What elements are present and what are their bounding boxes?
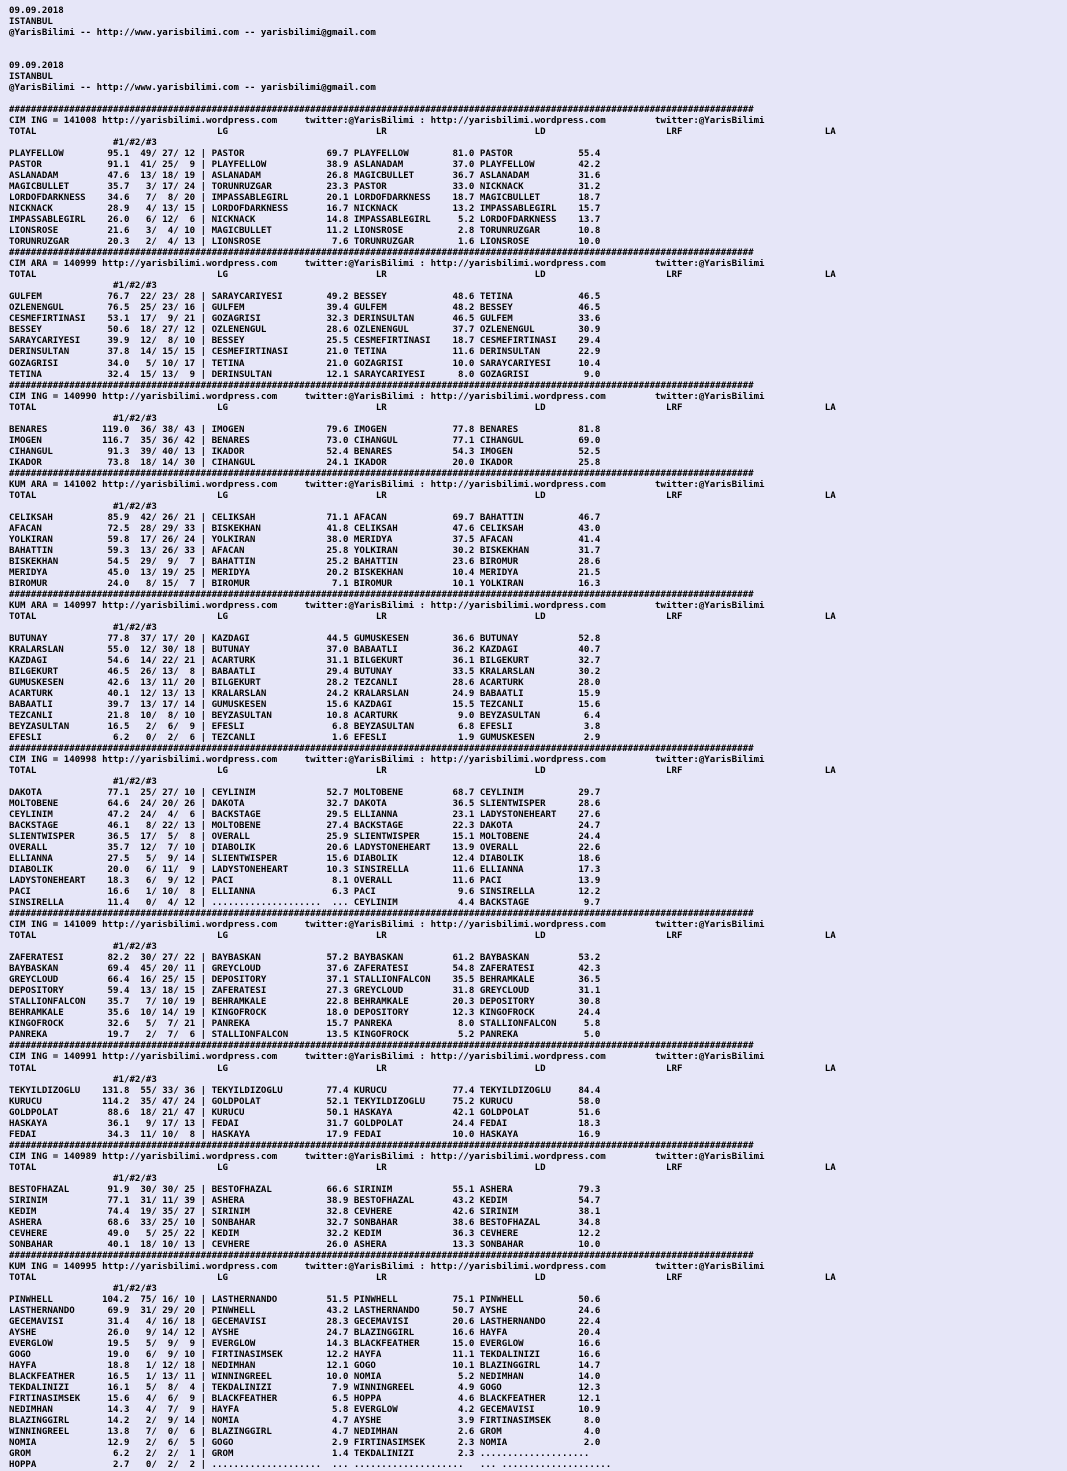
result-row: GOLDPOLAT 88.6 18/ 21/ 47 | KURUCU 50.1 HASKAYA 42.1 GOLDPOLAT 51.6 [9, 1107, 601, 1118]
result-row: KEDIM 74.4 19/ 35/ 27 | SIRINIM 32.8 CEVHERE 42.6 SIRINIM 38.1 [9, 1206, 601, 1217]
placing-header: #1/#2/#3 [9, 413, 157, 424]
result-row: GULFEM 76.7 22/ 23/ 28 | SARAYCARIYESI 49.2 BESSEY 48.6 TETINA 46.5 [9, 292, 601, 303]
placing-header: #1/#2/#3 [9, 501, 157, 512]
section-separator: ######################################################################################################################################## [9, 248, 754, 259]
section-separator: ######################################################################################################################################## [9, 105, 754, 116]
result-row: PINWHELL 104.2 75/ 16/ 10 | LASTHERNANDO 51.5 PINWHELL 75.1 PINWHELL 50.6 [9, 1294, 601, 1305]
result-row: GOZAGRISI 34.0 5/ 10/ 17 | TETINA 21.0 GOZAGRISI 10.0 SARAYCARIYESI 10.4 [9, 358, 601, 369]
race-title: CIM ING = 141009 http://yarisbilimi.wordpress.com twitter:@YarisBilimi : http://yarisbilimi.wordpress.com twitter:@YarisBilimi [9, 920, 765, 931]
result-row: SLIENTWISPER 36.5 17/ 5/ 8 | OVERALL 25.9 SLIENTWISPER 15.1 MOLTOBENE 24.4 [9, 832, 601, 843]
result-row: DAKOTA 77.1 25/ 27/ 10 | CEYLINIM 52.7 MOLTOBENE 68.7 CEYLINIM 29.7 [9, 788, 601, 799]
result-row: KAZDAGI 54.6 14/ 22/ 21 | ACARTURK 31.1 BILGEKURT 36.1 BILGEKURT 32.7 [9, 655, 601, 666]
result-row: MOLTOBENE 64.6 24/ 20/ 26 | DAKOTA 32.7 DAKOTA 36.5 SLIENTWISPER 28.6 [9, 799, 601, 810]
result-row: EVERGLOW 19.5 5/ 9/ 9 | EVERGLOW 14.3 BLACKFEATHER 15.0 EVERGLOW 16.6 [9, 1338, 601, 1349]
result-row: OZLENENGUL 76.5 25/ 23/ 16 | GULFEM 39.4 GULFEM 48.2 BESSEY 46.5 [9, 303, 601, 314]
header-line: 09.09.2018 [9, 6, 64, 16]
result-row: CESMEFIRTINASI 53.1 17/ 9/ 21 | GOZAGRISI 32.3 DERINSULTAN 46.5 GULFEM 33.6 [9, 314, 601, 325]
result-row: BISKEKHAN 54.5 29/ 9/ 7 | BAHATTIN 25.2 BAHATTIN 23.6 BIROMUR 28.6 [9, 556, 601, 567]
race-title: CIM ING = 141008 http://yarisbilimi.wordpress.com twitter:@YarisBilimi : http://yarisbilimi.wordpress.com twitter:@YarisBilimi [9, 116, 765, 127]
result-row: STALLIONFALCON 35.7 7/ 10/ 19 | BEHRAMKALE 22.8 BEHRAMKALE 20.3 DEPOSITORY 30.8 [9, 997, 601, 1008]
section-separator: ######################################################################################################################################## [9, 909, 754, 920]
result-row: BUTUNAY 77.8 37/ 17/ 20 | KAZDAGI 44.5 GUMUSKESEN 36.6 BUTUNAY 52.8 [9, 633, 601, 644]
result-row: IMOGEN 116.7 35/ 36/ 42 | BENARES 73.0 CIHANGUL 77.1 CIHANGUL 69.0 [9, 435, 601, 446]
result-row: IKADOR 73.8 18/ 14/ 30 | CIHANGUL 24.1 IKADOR 20.0 IKADOR 25.8 [9, 457, 601, 468]
race-title: KUM ARA = 141002 http://yarisbilimi.wordpress.com twitter:@YarisBilimi : http://yarisbilimi.wordpress.com twitter:@YarisBilimi [9, 479, 765, 490]
column-header: TOTAL LG LR LD LRF LA [9, 1162, 836, 1173]
column-header: TOTAL LG LR LD LRF LA [9, 1272, 836, 1283]
header-line: ISTANBUL [9, 72, 53, 83]
column-header: TOTAL LG LR LD LRF LA [9, 1063, 836, 1074]
result-row: ASLANADAM 47.6 13/ 18/ 19 | ASLANADAM 26.8 MAGICBULLET 36.7 ASLANADAM 31.6 [9, 171, 601, 182]
race-title: CIM ING = 140989 http://yarisbilimi.wordpress.com twitter:@YarisBilimi : http://yarisbilimi.wordpress.com twitter:@YarisBilimi [9, 1151, 765, 1162]
result-row: LASTHERNANDO 69.9 31/ 29/ 20 | PINWHELL 43.2 LASTHERNANDO 50.7 AYSHE 24.6 [9, 1305, 601, 1316]
result-row: EFESLI 6.2 0/ 2/ 6 | TEZCANLI 1.6 EFESLI 1.9 GUMUSKESEN 2.9 [9, 733, 601, 744]
section-separator: ######################################################################################################################################## [9, 468, 754, 479]
race-title: CIM ING = 140998 http://yarisbilimi.wordpress.com twitter:@YarisBilimi : http://yarisbilimi.wordpress.com twitter:@YarisBilimi [9, 755, 765, 766]
result-row: KRALARSLAN 55.0 12/ 30/ 18 | BUTUNAY 37.0 BABAATLI 36.2 KAZDAGI 40.7 [9, 644, 601, 655]
result-row: BIROMUR 24.0 8/ 15/ 7 | BIROMUR 7.1 BIROMUR 10.1 YOLKIRAN 16.3 [9, 578, 601, 589]
column-header: TOTAL LG LR LD LRF LA [9, 766, 836, 777]
result-row: GROM 6.2 2/ 2/ 1 | GROM 1.4 TEKDALINIZI 2.3 .................... [9, 1449, 590, 1460]
result-row: IMPASSABLEGIRL 26.0 6/ 12/ 6 | NICKNACK 14.8 IMPASSABLEGIRL 5.2 LORDOFDARKNESS 13.7 [9, 215, 601, 226]
result-row: TEKYILDIZOGLU 131.8 55/ 33/ 36 | TEKYILDIZOGLU 77.4 KURUCU 77.4 TEKYILDIZOGLU 84.4 [9, 1085, 601, 1096]
result-row: GUMUSKESEN 42.6 13/ 11/ 20 | BILGEKURT 28.2 TEZCANLI 28.6 ACARTURK 28.0 [9, 677, 601, 688]
placing-header: #1/#2/#3 [9, 1283, 157, 1294]
result-row: TORUNRUZGAR 20.3 2/ 4/ 13 | LIONSROSE 7.6 TORUNRUZGAR 1.6 LIONSROSE 10.0 [9, 237, 601, 248]
placing-header: #1/#2/#3 [9, 1074, 157, 1085]
race-block [9, 1141, 1067, 1251]
document-header [9, 6, 1067, 105]
result-row: SONBAHAR 40.1 18/ 10/ 13 | CEVHERE 26.0 ASHERA 13.3 SONBAHAR 10.0 [9, 1239, 601, 1250]
result-row: FEDAI 34.3 11/ 10/ 8 | HASKAYA 17.9 FEDAI 10.0 HASKAYA 16.9 [9, 1129, 601, 1140]
result-row: KURUCU 114.2 35/ 47/ 24 | GOLDPOLAT 52.1 TEKYILDIZOGLU 75.2 KURUCU 58.0 [9, 1096, 601, 1107]
race-title: CIM ING = 140991 http://yarisbilimi.wordpress.com twitter:@YarisBilimi : http://yarisbilimi.wordpress.com twitter:@YarisBilimi [9, 1052, 765, 1063]
result-row: AFACAN 72.5 28/ 29/ 33 | BISKEKHAN 41.8 CELIKSAH 47.6 CELIKSAH 43.0 [9, 523, 601, 534]
placing-header: #1/#2/#3 [9, 777, 157, 788]
column-header: TOTAL LG LR LD LRF LA [9, 127, 836, 138]
result-row: BENARES 119.0 36/ 38/ 43 | IMOGEN 79.6 IMOGEN 77.8 BENARES 81.8 [9, 424, 601, 435]
column-header: TOTAL LG LR LD LRF LA [9, 931, 836, 942]
result-row: HASKAYA 36.1 9/ 17/ 13 | FEDAI 31.7 GOLDPOLAT 24.4 FEDAI 18.3 [9, 1118, 601, 1129]
column-header: TOTAL LG LR LD LRF LA [9, 490, 836, 501]
race-block [9, 1041, 1067, 1140]
result-row: AYSHE 26.0 9/ 14/ 12 | AYSHE 24.7 BLAZINGGIRL 16.6 HAYFA 20.4 [9, 1327, 601, 1338]
result-row: ACARTURK 40.1 12/ 13/ 13 | KRALARSLAN 24.2 KRALARSLAN 24.9 BABAATLI 15.9 [9, 688, 601, 699]
result-row: HOPPA 2.7 0/ 2/ 2 | .................... ... .................... ... .................... [9, 1460, 612, 1471]
result-row: TEZCANLI 21.8 10/ 8/ 10 | BEYZASULTAN 10.8 ACARTURK 9.0 BEYZASULTAN 6.4 [9, 711, 601, 721]
race-block [9, 744, 1067, 909]
result-row: CEYLINIM 47.2 24/ 4/ 6 | BACKSTAGE 29.5 ELLIANNA 23.1 LADYSTONEHEART 27.6 [9, 810, 601, 821]
result-row: NEDIMHAN 14.3 4/ 7/ 9 | HAYFA 5.8 EVERGLOW 4.2 GECEMAVISI 10.9 [9, 1404, 601, 1415]
placing-header: #1/#2/#3 [9, 281, 157, 292]
section-separator: ######################################################################################################################################## [9, 1140, 754, 1151]
result-row: GECEMAVISI 31.4 4/ 16/ 18 | GECEMAVISI 28.3 GECEMAVISI 20.6 LASTHERNANDO 22.4 [9, 1316, 601, 1327]
placing-header: #1/#2/#3 [9, 138, 157, 149]
result-row: PLAYFELLOW 95.1 49/ 27/ 12 | PASTOR 69.7 PLAYFELLOW 81.0 PASTOR 55.4 [9, 149, 601, 160]
result-row: BILGEKURT 46.5 26/ 13/ 8 | BABAATLI 29.4 BUTUNAY 33.5 KRALARSLAN 30.2 [9, 666, 601, 677]
result-row: GOGO 19.0 6/ 9/ 10 | FIRTINASIMSEK 12.2 HAYFA 11.1 TEKDALINIZI 16.6 [9, 1349, 601, 1360]
result-row: MERIDYA 45.0 13/ 19/ 25 | MERIDYA 20.2 BISKEKHAN 10.4 MERIDYA 21.5 [9, 567, 601, 578]
result-row: BEHRAMKALE 35.6 10/ 14/ 19 | KINGOFROCK 18.0 DEPOSITORY 12.3 KINGOFROCK 24.4 [9, 1008, 601, 1019]
result-row: DIABOLIK 20.0 6/ 11/ 9 | LADYSTONEHEART 10.3 SINSIRELLA 11.6 ELLIANNA 17.3 [9, 865, 601, 876]
result-row: BLAZINGGIRL 14.2 2/ 9/ 14 | NOMIA 4.7 AYSHE 3.9 FIRTINASIMSEK 8.0 [9, 1416, 601, 1426]
result-row: LORDOFDARKNESS 34.6 7/ 8/ 20 | IMPASSABLEGIRL 20.1 LORDOFDARKNESS 18.7 MAGICBULLET 18.7 [9, 193, 601, 204]
result-row: SINSIRELLA 11.4 0/ 4/ 12 | .................... ... CEYLINIM 4.4 BACKSTAGE 9.7 [9, 898, 601, 909]
result-row: BAHATTIN 59.3 13/ 26/ 33 | AFACAN 25.8 YOLKIRAN 30.2 BISKEKHAN 31.7 [9, 545, 601, 556]
result-row: DERINSULTAN 37.8 14/ 15/ 15 | CESMEFIRTINASI 21.0 TETINA 11.6 DERINSULTAN 22.9 [9, 347, 601, 358]
result-row: NICKNACK 28.9 4/ 13/ 15 | LORDOFDARKNESS 16.7 NICKNACK 13.2 IMPASSABLEGIRL 15.7 [9, 204, 601, 215]
result-row: BAYBASKAN 69.4 45/ 20/ 11 | GREYCLOUD 37.6 ZAFERATESI 54.8 ZAFERATESI 42.3 [9, 964, 601, 975]
result-row: PASTOR 91.1 41/ 25/ 9 | PLAYFELLOW 38.9 ASLANADAM 37.0 PLAYFELLOW 42.2 [9, 160, 601, 171]
race-block [9, 1251, 1067, 1471]
header-line [9, 50, 1067, 61]
result-row: PANREKA 19.7 2/ 7/ 6 | STALLIONFALCON 13.5 KINGOFROCK 5.2 PANREKA 5.0 [9, 1030, 601, 1041]
result-row: CEVHERE 49.0 5/ 25/ 22 | KEDIM 32.2 KEDIM 36.3 CEVHERE 12.2 [9, 1228, 601, 1239]
result-row: KINGOFROCK 32.6 5/ 7/ 21 | PANREKA 15.7 PANREKA 8.0 STALLIONFALCON 5.8 [9, 1019, 601, 1030]
result-row: BESTOFHAZAL 91.9 30/ 30/ 25 | BESTOFHAZAL 66.6 SIRINIM 55.1 ASHERA 79.3 [9, 1184, 601, 1195]
race-title: KUM ING = 140995 http://yarisbilimi.wordpress.com twitter:@YarisBilimi : http://yarisbilimi.wordpress.com twitter:@YarisBilimi [9, 1261, 765, 1272]
result-row: PACI 16.6 1/ 10/ 8 | ELLIANNA 6.3 PACI 9.6 SINSIRELLA 12.2 [9, 887, 601, 898]
result-row: YOLKIRAN 59.8 17/ 26/ 24 | YOLKIRAN 38.0 MERIDYA 37.5 AFACAN 41.4 [9, 534, 601, 545]
result-row: DEPOSITORY 59.4 13/ 18/ 15 | ZAFERATESI 27.3 GREYCLOUD 31.8 GREYCLOUD 31.1 [9, 986, 601, 997]
placing-header: #1/#2/#3 [9, 622, 157, 633]
race-block [9, 469, 1067, 590]
placing-header: #1/#2/#3 [9, 942, 157, 953]
result-row: MAGICBULLET 35.7 3/ 17/ 24 | TORUNRUZGAR 23.3 PASTOR 33.0 NICKNACK 31.2 [9, 182, 601, 193]
result-row: BABAATLI 39.7 13/ 17/ 14 | GUMUSKESEN 15.6 KAZDAGI 15.5 TEZCANLI 15.6 [9, 699, 601, 710]
result-row: LADYSTONEHEART 18.3 6/ 9/ 12 | PACI 8.1 OVERALL 11.6 PACI 13.9 [9, 876, 601, 887]
race-block [9, 248, 1067, 380]
race-title: KUM ARA = 140997 http://yarisbilimi.wordpress.com twitter:@YarisBilimi : http://yarisbilimi.wordpress.com twitter:@YarisBilimi [9, 600, 765, 611]
race-title: CIM ARA = 140999 http://yarisbilimi.wordpress.com twitter:@YarisBilimi : http://yarisbilimi.wordpress.com twitter:@YarisBilimi [9, 259, 765, 270]
result-row: BACKSTAGE 46.1 8/ 22/ 13 | MOLTOBENE 27.4 BACKSTAGE 22.3 DAKOTA 24.7 [9, 821, 601, 832]
race-block [9, 909, 1067, 1041]
result-row: BEYZASULTAN 16.5 2/ 6/ 9 | EFESLI 6.8 BEYZASULTAN 6.8 EFESLI 3.8 [9, 722, 601, 733]
result-row: ASHERA 68.6 33/ 25/ 10 | SONBAHAR 32.7 SONBAHAR 38.6 BESTOFHAZAL 34.8 [9, 1217, 601, 1228]
result-row: SIRINIM 77.1 31/ 11/ 39 | ASHERA 38.9 BESTOFHAZAL 43.2 KEDIM 54.7 [9, 1195, 601, 1206]
result-row: WINNINGREEL 13.8 7/ 0/ 6 | BLAZINGGIRL 4.7 NEDIMHAN 2.6 GROM 4.0 [9, 1427, 601, 1438]
result-row: HAYFA 18.8 1/ 12/ 18 | NEDIMHAN 12.1 GOGO 10.1 BLAZINGGIRL 14.7 [9, 1360, 601, 1371]
header-line: ISTANBUL [9, 17, 53, 28]
column-header: TOTAL LG LR LD LRF LA [9, 270, 836, 281]
section-separator: ######################################################################################################################################## [9, 380, 754, 391]
result-row: CIHANGUL 91.3 39/ 40/ 13 | IKADOR 52.4 BENARES 54.3 IMOGEN 52.5 [9, 446, 601, 457]
result-row: SARAYCARIYESI 39.9 12/ 8/ 10 | BESSEY 25.5 CESMEFIRTINASI 18.7 CESMEFIRTINASI 29.4 [9, 336, 601, 347]
race-block [9, 381, 1067, 469]
race-block [9, 590, 1067, 744]
result-row: BLACKFEATHER 16.5 1/ 13/ 11 | WINNINGREEL 10.0 NOMIA 5.2 NEDIMHAN 14.0 [9, 1371, 601, 1382]
result-row: FIRTINASIMSEK 15.6 4/ 6/ 9 | BLACKFEATHER 6.5 HOPPA 4.6 BLACKFEATHER 12.1 [9, 1393, 601, 1404]
header-line [9, 39, 1067, 50]
section-separator: ######################################################################################################################################## [9, 744, 754, 755]
header-line: @YarisBilimi -- http://www.yarisbilimi.com -- yarisbilimi@gmail.com [9, 83, 376, 94]
result-row: OVERALL 35.7 12/ 7/ 10 | DIABOLIK 20.6 LADYSTONEHEART 13.9 OVERALL 22.6 [9, 843, 601, 854]
result-row: NOMIA 12.9 2/ 6/ 5 | GOGO 2.9 FIRTINASIMSEK 2.3 NOMIA 2.0 [9, 1438, 601, 1449]
column-header: TOTAL LG LR LD LRF LA [9, 611, 836, 622]
result-row: ELLIANNA 27.5 5/ 9/ 14 | SLIENTWISPER 15.6 DIABOLIK 12.4 DIABOLIK 18.6 [9, 854, 601, 865]
header-line: 09.09.2018 [9, 61, 64, 72]
section-separator: ######################################################################################################################################## [9, 1041, 754, 1052]
result-row: GREYCLOUD 66.4 16/ 25/ 15 | DEPOSITORY 37.1 STALLIONFALCON 35.5 BEHRAMKALE 36.5 [9, 975, 601, 986]
race-block [9, 105, 1067, 248]
section-separator: ######################################################################################################################################## [9, 1250, 754, 1261]
race-title: CIM ING = 140990 http://yarisbilimi.wordpress.com twitter:@YarisBilimi : http://yarisbilimi.wordpress.com twitter:@YarisBilimi [9, 391, 765, 402]
result-row: TEKDALINIZI 16.1 5/ 8/ 4 | TEKDALINIZI 7.9 WINNINGREEL 4.9 GOGO 12.3 [9, 1382, 601, 1393]
result-row: ZAFERATESI 82.2 30/ 27/ 22 | BAYBASKAN 57.2 BAYBASKAN 61.2 BAYBASKAN 53.2 [9, 953, 601, 964]
result-row: CELIKSAH 85.9 42/ 26/ 21 | CELIKSAH 71.1 AFACAN 69.7 BAHATTIN 46.7 [9, 512, 601, 523]
placing-header: #1/#2/#3 [9, 1173, 157, 1184]
result-row: TETINA 32.4 15/ 13/ 9 | DERINSULTAN 12.1 SARAYCARIYESI 8.0 GOZAGRISI 9.0 [9, 369, 601, 380]
header-line [9, 94, 1067, 105]
column-header: TOTAL LG LR LD LRF LA [9, 402, 836, 413]
header-line: @YarisBilimi -- http://www.yarisbilimi.com -- yarisbilimi@gmail.com [9, 28, 376, 39]
result-row: BESSEY 50.6 18/ 27/ 12 | OZLENENGUL 28.6 OZLENENGUL 37.7 OZLENENGUL 30.9 [9, 325, 601, 336]
section-separator: ######################################################################################################################################## [9, 589, 754, 600]
result-row: LIONSROSE 21.6 3/ 4/ 10 | MAGICBULLET 11.2 LIONSROSE 2.8 TORUNRUZGAR 10.8 [9, 226, 601, 237]
